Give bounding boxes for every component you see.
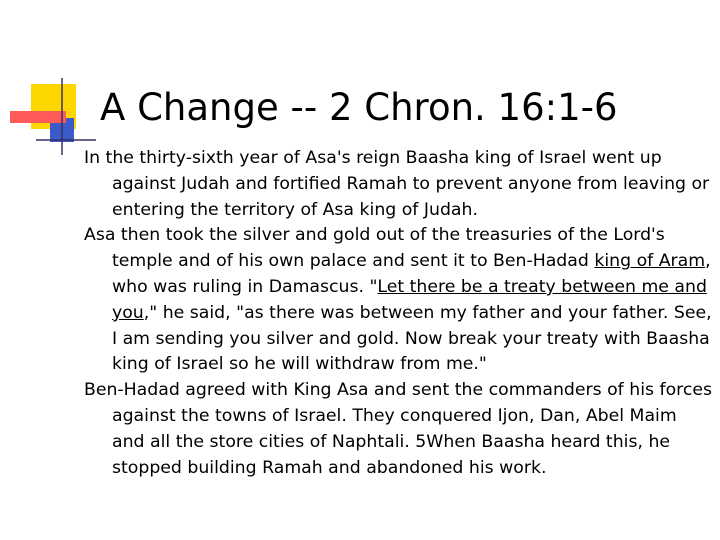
paragraph-text: Ben-Hadad agreed with King Asa and sent the commanders of his forces against the towns of Israel. They conquered Ijon, Dan, Abel Maim and all the store cities of Naphtali. 5When Baasha heard this, he stopped building Ramah and abandoned his work. — [84, 380, 713, 478]
body-paragraph — [84, 146, 714, 223]
underlined-text: king of Aram — [594, 251, 706, 272]
page-title: A Change -- 2 Chron. 16:1-6 — [100, 86, 618, 129]
slide-body — [84, 146, 714, 481]
paragraph-text: , who was ruling in Damascus. " — [112, 251, 711, 297]
underlined-text: Let there be a treaty between me and you — [112, 276, 707, 323]
body-paragraph — [84, 223, 714, 378]
slide-corner-decoration — [0, 0, 100, 170]
red-bar — [10, 111, 66, 123]
paragraph-text: In the thirty-sixth year of Asa's reign Baasha king of Israel went up against Judah and fortified Ramah to prevent anyone from leaving or entering the territory of Asa king of Judah. — [84, 148, 710, 220]
paragraph-text: ," he said, "as there was between my father and your father. See, I am sending you silver and gold. Now break your treaty with Baasha king of Israel so he will withdraw from me." — [112, 302, 712, 375]
body-paragraph — [84, 378, 714, 481]
decoration-graphic — [0, 0, 100, 170]
paragraph-text: Asa then took the silver and gold out of the treasuries of the Lord's temple and of his own palace and sent it to Ben-Hadad — [84, 225, 665, 272]
